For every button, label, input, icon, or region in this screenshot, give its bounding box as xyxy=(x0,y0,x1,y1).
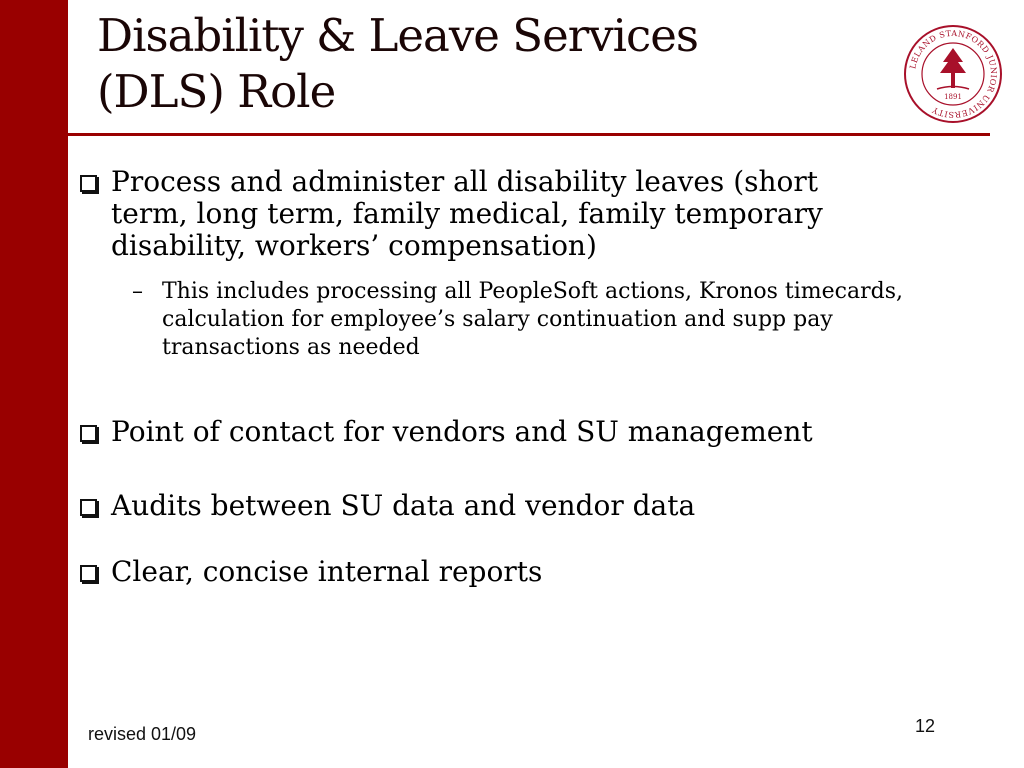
checkbox-bullet-icon xyxy=(80,499,97,516)
seal-year: 1891 xyxy=(944,93,962,101)
title-divider xyxy=(68,133,990,136)
sub-bullet-text: This includes processing all PeopleSoft actions, Kronos timecards, calculation for employee’s salary continuation and supp pay transactions as needed xyxy=(162,279,903,360)
dash-marker: – xyxy=(132,279,143,304)
sub-bullet-item xyxy=(132,278,952,362)
checkbox-bullet-icon xyxy=(80,175,97,192)
bullet-text: Audits between SU data and vendor data xyxy=(111,489,696,522)
revision-note: revised 01/09 xyxy=(88,724,197,744)
bullet-item xyxy=(80,490,900,522)
bullet-item xyxy=(80,166,900,262)
stanford-seal-icon xyxy=(903,24,1003,124)
title-line-1: Disability & Leave Services xyxy=(97,9,698,62)
bullet-text: Point of contact for vendors and SU management xyxy=(111,415,813,448)
slide-title xyxy=(97,8,887,120)
bullet-item xyxy=(80,416,900,448)
left-accent-bar xyxy=(0,0,68,768)
bullet-text: Clear, concise internal reports xyxy=(111,555,543,588)
bullet-item xyxy=(80,556,900,588)
seal-ring-text: LELAND STANFORD JUNIOR UNIVERSITY xyxy=(908,28,999,120)
checkbox-bullet-icon xyxy=(80,565,97,582)
bullet-text: Process and administer all disability leaves (short term, long term, family medical, family temporary disability, workers’ compensation) xyxy=(111,165,823,262)
title-line-2: (DLS) Role xyxy=(97,65,336,118)
page-number: 12 xyxy=(914,716,936,736)
checkbox-bullet-icon xyxy=(80,425,97,442)
